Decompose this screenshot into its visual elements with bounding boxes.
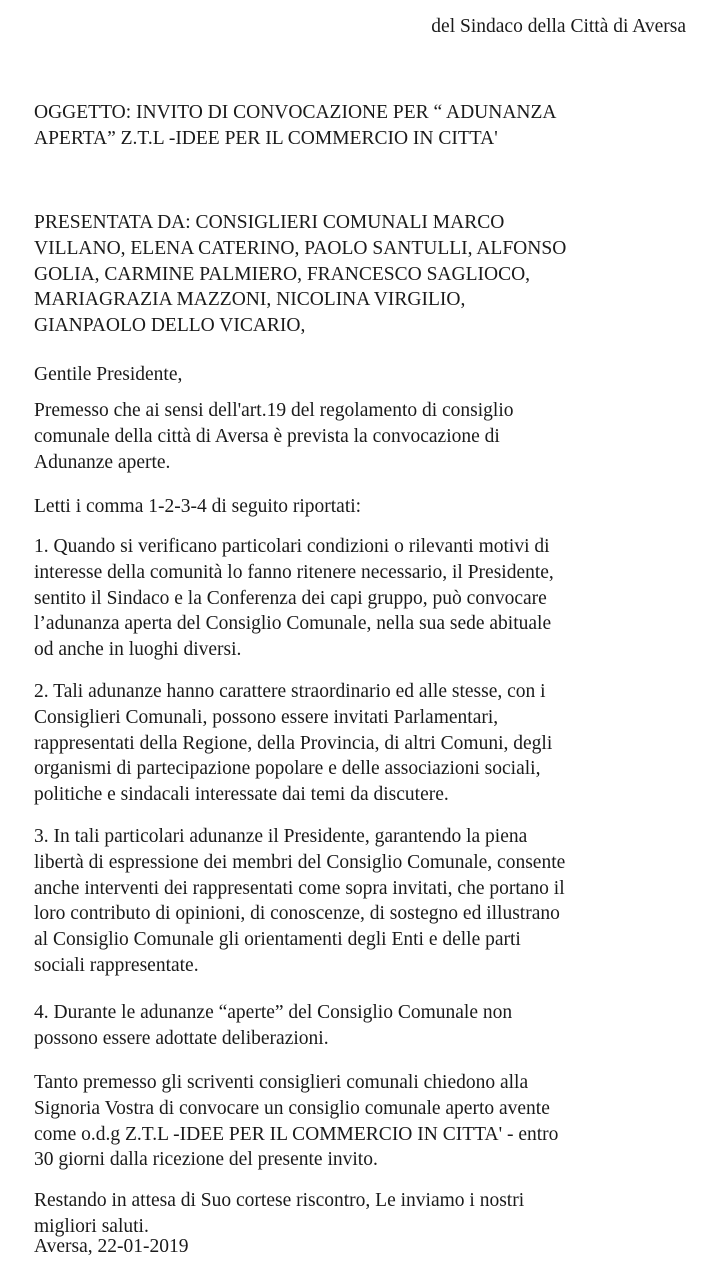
- paragraph-read: [34, 494, 694, 520]
- text-line: come o.d.g Z.T.L -IDEE PER IL COMMERCIO IN CITTA' - entro: [34, 1123, 559, 1145]
- text-line: 4. Durante le adunanze “aperte” del Consiglio Comunale non: [34, 1002, 513, 1023]
- text-line: Consiglieri Comunali, possono essere invitati Parlamentari,: [34, 706, 499, 728]
- text-line: anche interventi dei rappresentati come sopra invitati, che portano il: [34, 877, 565, 899]
- paragraph-premise: [34, 398, 694, 475]
- text-line: 30 giorni dalla ricezione del presente invito.: [34, 1149, 378, 1171]
- text-line: libertà di espressione dei membri del Consiglio Comunale, consente: [34, 851, 566, 873]
- text-line: od anche in luoghi diversi.: [34, 639, 242, 661]
- paragraph-item-4: [34, 1000, 694, 1052]
- paragraph-item-1: [34, 534, 694, 663]
- text-line: l’adunanza aperta del Consiglio Comunale, nella sua sede abituale: [34, 613, 552, 635]
- text-line: politiche e sindacali interessate dai temi da discutere.: [34, 784, 449, 806]
- text-line: 1. Quando si verificano particolari condizioni o rilevanti motivi di: [34, 536, 550, 557]
- place-date-line: [34, 1234, 694, 1260]
- salutation: Gentile Presidente,: [34, 364, 183, 385]
- recipient-line: del Sindaco della Città di Aversa: [431, 16, 686, 37]
- text-line: sociali rappresentate.: [34, 954, 199, 976]
- text-line: comunale della città di Aversa è prevista la convocazione di: [34, 425, 500, 447]
- paragraph-closing: [34, 1188, 694, 1240]
- text-line: Aversa, 22-01-2019: [34, 1236, 189, 1257]
- text-line: possono essere adottate deliberazioni.: [34, 1027, 329, 1049]
- text-line: Tanto premesso gli scriventi consiglieri comunali chiedono alla: [34, 1072, 529, 1093]
- paragraph-request: [34, 1070, 694, 1173]
- presented-line: MARIAGRAZIA MAZZONI, NICOLINA VIRGILIO,: [34, 289, 466, 311]
- subject-line: APERTA” Z.T.L -IDEE PER IL COMMERCIO IN CITTA': [34, 127, 498, 149]
- presented-line: PRESENTATA DA: CONSIGLIERI COMUNALI MARCO: [34, 212, 505, 233]
- text-line: 3. In tali particolari adunanze il Presidente, garantendo la piena: [34, 826, 528, 847]
- text-line: Adunanze aperte.: [34, 451, 171, 473]
- subject-line: OGGETTO: INVITO DI CONVOCAZIONE PER “ ADUNANZA: [34, 102, 557, 123]
- text-line: Signoria Vostra di convocare un consiglio comunale aperto avente: [34, 1097, 550, 1119]
- subject-block: [34, 100, 694, 152]
- text-line: al Consiglio Comunale gli orientamenti degli Enti e delle parti: [34, 929, 521, 951]
- presented-line: GOLIA, CARMINE PALMIERO, FRANCESCO SAGLIOCO,: [34, 263, 531, 285]
- text-line: Letti i comma 1-2-3-4 di seguito riportati:: [34, 496, 362, 517]
- paragraph-item-3: [34, 824, 694, 979]
- text-line: 2. Tali adunanze hanno carattere straordinario ed alle stesse, con i: [34, 681, 546, 702]
- presented-by-block: [34, 210, 694, 339]
- paragraph-item-2: [34, 679, 694, 808]
- text-line: migliori saluti.: [34, 1215, 149, 1237]
- presented-line: GIANPAOLO DELLO VICARIO,: [34, 315, 306, 337]
- text-line: organismi di partecipazione popolare e delle associazioni sociali,: [34, 758, 541, 780]
- text-line: rappresentati della Regione, della Provincia, di altri Comuni, degli: [34, 732, 553, 754]
- text-line: interesse della comunità lo fanno ritenere necessario, il Presidente,: [34, 561, 554, 583]
- presented-line: VILLANO, ELENA CATERINO, PAOLO SANTULLI, ALFONSO: [34, 237, 567, 259]
- text-line: loro contributo di opinioni, di conoscenze, di sostegno ed illustrano: [34, 903, 560, 925]
- text-line: Premesso che ai sensi dell'art.19 del regolamento di consiglio: [34, 400, 514, 421]
- text-line: Restando in attesa di Suo cortese riscontro, Le inviamo i nostri: [34, 1190, 525, 1211]
- text-line: sentito il Sindaco e la Conferenza dei capi gruppo, può convocare: [34, 587, 547, 609]
